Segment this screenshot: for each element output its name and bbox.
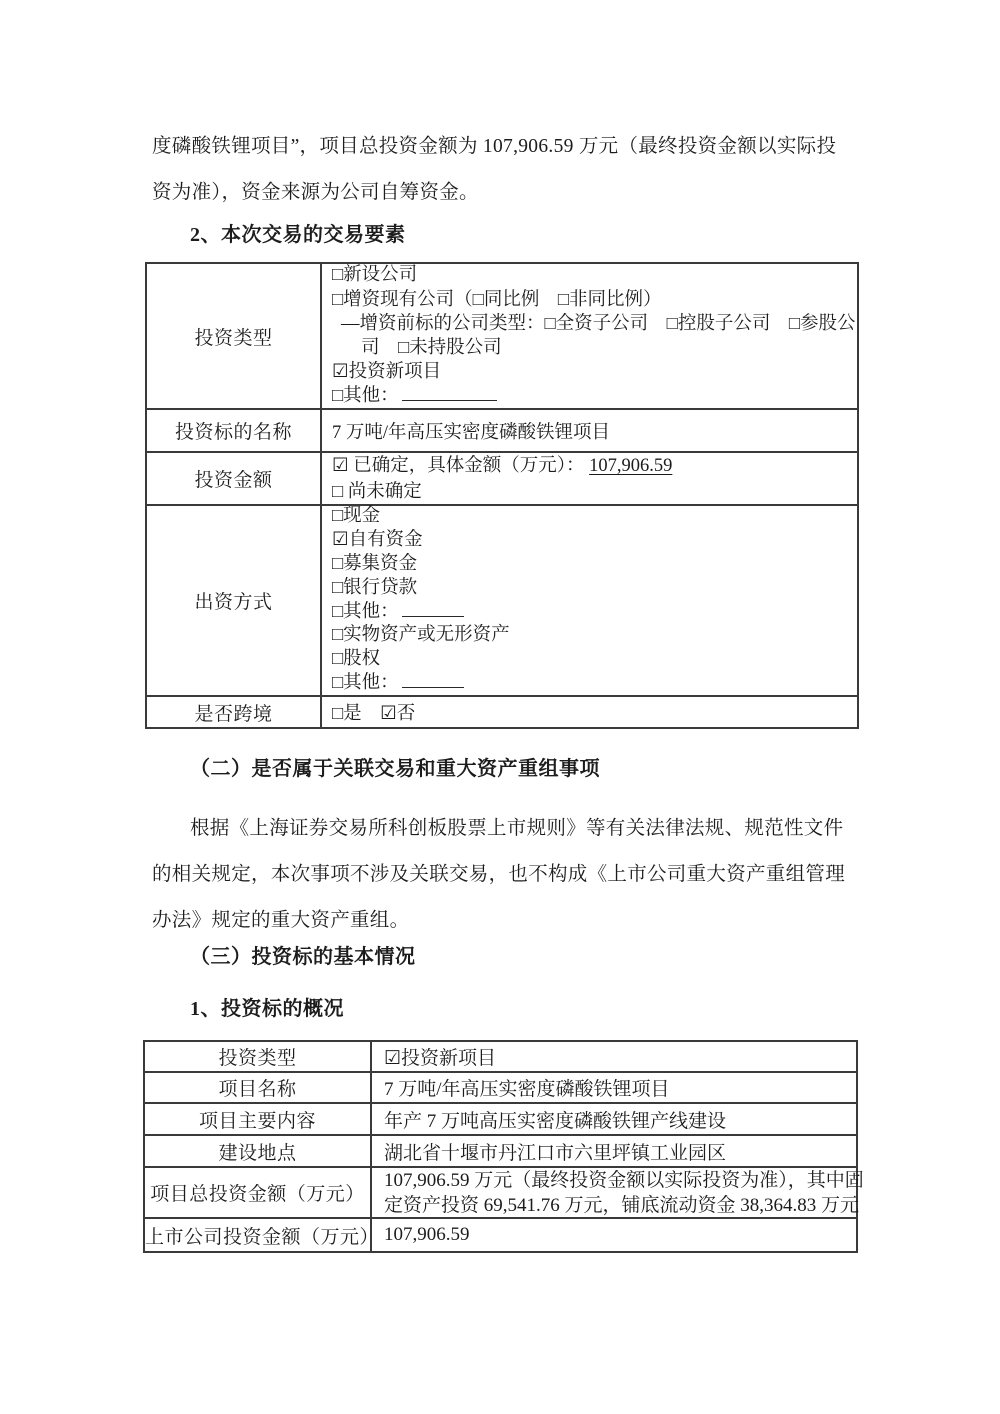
section-heading-target-basic-info: （三）投资标的基本情况 xyxy=(190,946,416,968)
option-line: □银行贷款 xyxy=(332,577,418,598)
table-row-funding-method xyxy=(147,506,857,697)
option-line: —增资前标的公司类型：□全资子公司 □控股子公司 □参股公 xyxy=(341,313,856,334)
paragraph-line: 办法》规定的重大资产重组。 xyxy=(152,910,410,931)
table-row-cross-border xyxy=(147,697,857,727)
table-row-total-investment xyxy=(145,1168,864,1219)
section-heading-transaction-elements: 2、本次交易的交易要素 xyxy=(190,224,406,246)
row-label: 是否跨境 xyxy=(147,697,322,727)
row-content xyxy=(372,1042,856,1071)
row-label: 项目总投资金额（万元） xyxy=(145,1168,372,1217)
paragraph-line: 根据《上海证券交易所科创板股票上市规则》等有关法律法规、规范性文件 xyxy=(190,818,844,839)
option-line xyxy=(332,601,849,625)
table-row-target-name xyxy=(147,410,857,453)
project-overview-table xyxy=(143,1040,864,1253)
table-row-construction-site xyxy=(145,1136,856,1168)
row-content xyxy=(322,453,857,504)
option-line: □募集资金 xyxy=(332,553,418,574)
option-text: □其他： xyxy=(332,386,399,407)
text-line: 7 万吨/年高压实密度磷酸铁锂项目 xyxy=(332,422,611,443)
option-line: □新设公司 xyxy=(332,265,418,286)
table-row-project-content xyxy=(145,1104,856,1136)
table-row-listed-company-investment xyxy=(145,1219,856,1251)
option-line: □现金 xyxy=(332,506,381,527)
option-line: □是 ☑否 xyxy=(332,704,416,724)
row-label: 上市公司投资金额（万元） xyxy=(145,1219,372,1251)
option-line: ☑自有资金 xyxy=(332,530,423,551)
row-content xyxy=(322,264,857,408)
row-content xyxy=(322,410,857,451)
blank-underline xyxy=(402,385,497,401)
row-label: 建设地点 xyxy=(145,1136,372,1166)
value-text: 7 万吨/年高压实密度磷酸铁锂项目 xyxy=(384,1079,670,1100)
option-text: □其他： xyxy=(332,672,399,693)
option-line xyxy=(332,384,849,408)
blank-underline xyxy=(402,672,464,688)
amount-underlined: 107,906.59 xyxy=(589,455,673,476)
row-content xyxy=(372,1136,856,1166)
row-label: 项目名称 xyxy=(145,1073,372,1102)
option-line xyxy=(332,672,849,696)
transaction-elements-table xyxy=(145,262,859,729)
row-label: 投资类型 xyxy=(145,1042,372,1071)
value-text: 定资产投资 69,541.76 万元，铺底流动资金 38,364.83 万元 xyxy=(384,1194,860,1216)
table-row-project-name xyxy=(145,1073,856,1104)
value-text: ☑投资新项目 xyxy=(384,1048,497,1069)
section-heading-target-overview: 1、投资标的概况 xyxy=(190,998,344,1020)
option-line: ☑投资新项目 xyxy=(332,362,442,383)
row-content xyxy=(322,506,857,695)
section-heading-related-transaction: （二）是否属于关联交易和重大资产重组事项 xyxy=(190,758,600,780)
row-content xyxy=(372,1104,856,1134)
option-line: □增资现有公司（□同比例 □非同比例） xyxy=(332,289,662,310)
row-label: 项目主要内容 xyxy=(145,1104,372,1134)
value-text: 湖北省十堰市丹江口市六里坪镇工业园区 xyxy=(384,1142,727,1164)
row-content xyxy=(372,1168,864,1217)
intro-line: 度磷酸铁锂项目”，项目总投资金额为 107,906.59 万元（最终投资金额以实际投 xyxy=(152,136,837,157)
row-label: 投资金额 xyxy=(147,453,322,504)
value-text: 107,906.59 xyxy=(384,1224,470,1245)
paragraph-line: 的相关规定，本次事项不涉及关联交易，也不构成《上市公司重大资产重组管理 xyxy=(152,864,846,885)
row-label: 投资类型 xyxy=(147,264,322,408)
option-text: □其他： xyxy=(332,601,399,622)
value-text: 107,906.59 万元（最终投资金额以实际投资为准），其中固 xyxy=(384,1169,864,1191)
blank-underline xyxy=(402,601,464,617)
table-row-investment-type xyxy=(145,1042,856,1073)
table-row-investment-amount xyxy=(147,453,857,506)
intro-line: 资为准），资金来源为公司自筹资金。 xyxy=(152,182,479,203)
option-line xyxy=(332,453,849,479)
table-row-investment-type xyxy=(147,264,857,410)
option-line: □ 尚未确定 xyxy=(332,481,422,502)
row-content xyxy=(372,1219,856,1251)
option-text: ☑ 已确定，具体金额（万元）： xyxy=(332,455,590,476)
option-line: 司 □未持股公司 xyxy=(361,338,502,358)
row-content xyxy=(372,1073,856,1102)
option-line: □实物资产或无形资产 xyxy=(332,625,510,646)
value-text: 年产 7 万吨高压实密度磷酸铁锂产线建设 xyxy=(384,1110,727,1132)
row-label: 出资方式 xyxy=(147,506,322,695)
row-content xyxy=(322,697,857,727)
option-line: □股权 xyxy=(332,649,381,670)
row-label: 投资标的名称 xyxy=(147,410,322,451)
